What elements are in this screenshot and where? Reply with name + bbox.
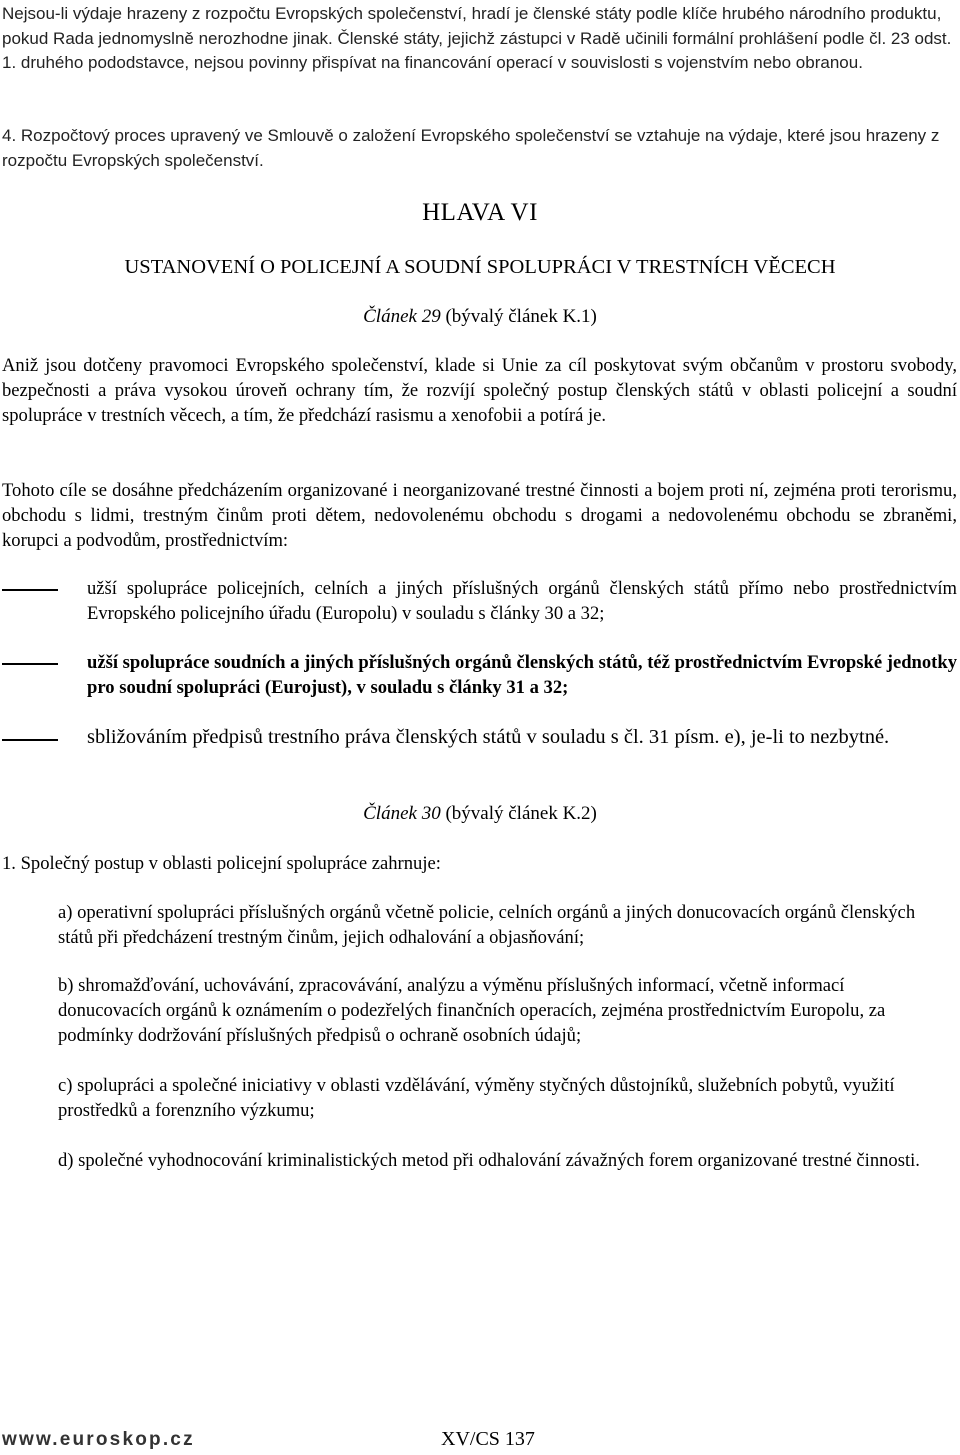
- article-29-heading: [0, 304, 960, 329]
- article-30-item-b: b) shromažďování, uchovávání, zpracovávání, analýzu a výměnu příslušných informací, včetně informací donucovacích orgánů k oznámením o podezřelých finančních operacích, zejména prostřednictvím Europolu, za podmínky dodržování příslušných předpisů o ochraně osobních údajů;: [58, 975, 886, 1046]
- article-30-item-c: c) spolupráci a společné iniciativy v oblasti vzdělávání, výměny styčných důstojníků, služebních pobytů, využití prostředků a forenzního výzkumu;: [58, 1075, 895, 1121]
- article-30-paragraph-1: 1. Společný postup v oblasti policejní spolupráce zahrnuje:: [2, 853, 441, 874]
- article-30-former: (bývalý článek K.2): [445, 803, 597, 824]
- article-29-paragraph-2: Tohoto cíle se dosáhne předcházením organizované i neorganizované trestné činnosti a bojem proti ní, zejména proti terorismu, obchodu s lidmi, trestným činům proti dětem, nedovolenému obchodu s drogami a nedovolenému obchodu se zbraněmi, korupci a podvodům, prostřednictvím:: [2, 480, 957, 551]
- intro-paragraph-4: 4. Rozpočtový proces upravený ve Smlouvě o založení Evropského společenství se vztahuje na výdaje, které jsou hrazeny z rozpočtu Evropských společenství.: [2, 126, 940, 170]
- chapter-title: HLAVA VI: [422, 199, 538, 226]
- footer-page-reference: XV/CS 137: [441, 1428, 535, 1450]
- article-30-item-a: a) operativní spolupráci příslušných orgánů včetně policie, celních orgánů a jiných donucovacích orgánů členských států při předcházení trestným činům, jejich odhalování a objasňování;: [58, 902, 916, 948]
- dash-bullet-3: [2, 739, 58, 741]
- article-30-heading: [0, 801, 960, 826]
- article-30-number: Článek 30: [363, 803, 441, 824]
- article-29-number: Článek 29: [363, 306, 441, 327]
- dash-bullet-1: [2, 589, 58, 591]
- footer-site-link[interactable]: www.euroskop.cz: [2, 1429, 195, 1450]
- article-29-former: (bývalý článek K.1): [445, 306, 597, 327]
- article-29-item-3: sbližováním předpisů trestního práva členských států v souladu s čl. 31 písm. e), je-li to nezbytné.: [87, 726, 890, 748]
- dash-bullet-2: [2, 663, 58, 665]
- article-29-item-1: užší spolupráce policejních, celních a jiných příslušných orgánů členských států přímo nebo prostřednictvím Evropského policejního úřadu (Europolu) v souladu s články 30 a 32;: [87, 578, 957, 624]
- article-29-item-2: užší spolupráce soudních a jiných příslušných orgánů členských států, též prostřednictvím Evropské jednotky pro soudní spolupráci (Eurojust), v souladu s články 31 a 32;: [87, 652, 957, 698]
- article-30-item-d: d) společné vyhodnocování kriminalistických metod při odhalování závažných forem organizované trestné činnosti.: [58, 1150, 920, 1171]
- article-29-paragraph-1: Aniž jsou dotčeny pravomoci Evropského společenství, klade si Unie za cíl poskytovat svým občanům v prostoru svobody, bezpečnosti a práva vysokou úroveň ochrany tím, že rozvíjí společný postup členských států v oblasti policejní a soudní spolupráce v trestních věcech, a tím, že předchází rasismu a xenofobii a potírá je.: [2, 355, 957, 426]
- intro-paragraph-3: Nejsou-li výdaje hrazeny z rozpočtu Evropských společenství, hradí je členské státy podle klíče hrubého národního produktu, pokud Rada jednomyslně nerozhodne jinak. Členské státy, jejichž zástupci v Radě učinili formální prohlášení podle čl. 23 odst. 1. druhého pododstavce, nejsou povinny přispívat na financování operací v souvislosti s vojenstvím nebo obranou.: [2, 4, 952, 72]
- chapter-subtitle: USTANOVENÍ O POLICEJNÍ A SOUDNÍ SPOLUPRÁCI V TRESTNÍCH VĚCECH: [124, 256, 836, 278]
